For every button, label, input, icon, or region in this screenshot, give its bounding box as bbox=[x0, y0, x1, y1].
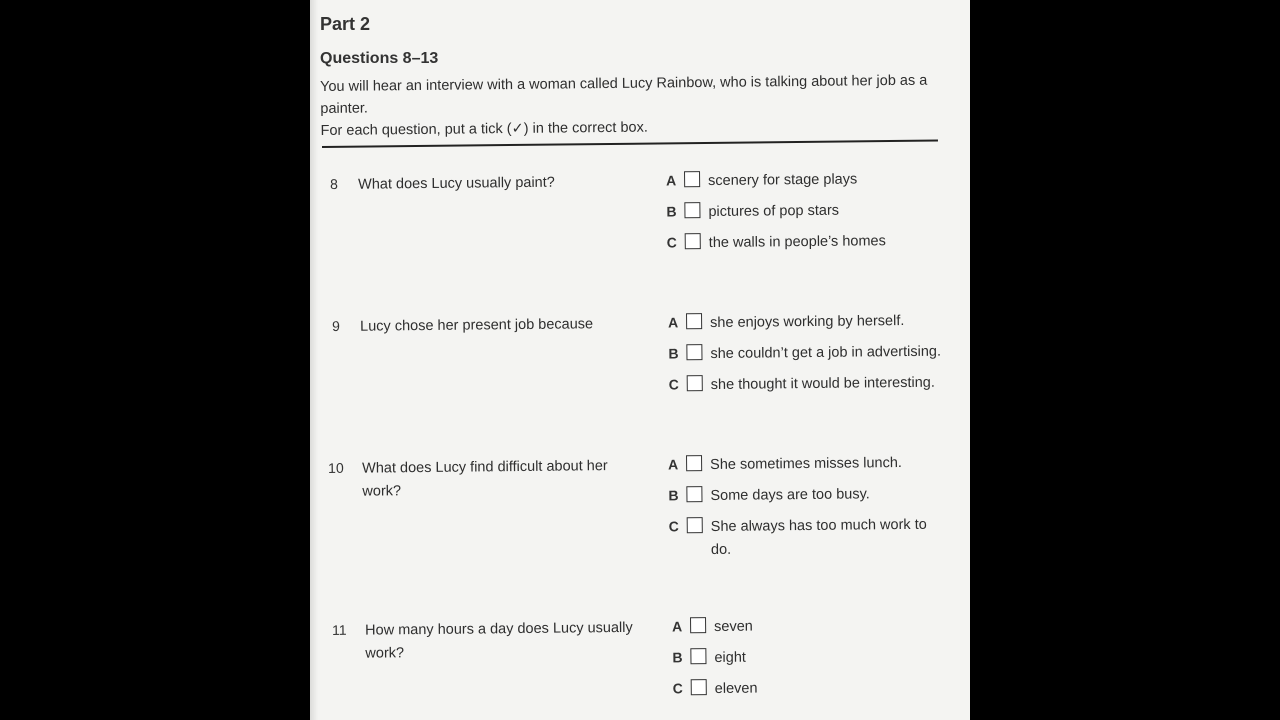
option-letter: B bbox=[666, 203, 677, 220]
option-a bbox=[666, 165, 956, 199]
option-b bbox=[668, 338, 958, 372]
option-text: Some days are too busy. bbox=[710, 486, 870, 504]
option-letter: A bbox=[672, 618, 683, 635]
tick-box[interactable] bbox=[686, 313, 702, 329]
tick-box[interactable] bbox=[690, 648, 706, 664]
option-letter: C bbox=[666, 234, 677, 251]
option-c bbox=[673, 673, 963, 707]
question-8 bbox=[330, 166, 950, 252]
option-letter: B bbox=[668, 345, 679, 362]
intro-text: You will hear an interview with a woman called Lucy Rainbow, who is talking about her job as a painter. bbox=[320, 72, 928, 117]
option-text: She sometimes misses lunch. bbox=[710, 454, 902, 473]
option-letter: C bbox=[668, 376, 679, 393]
option-letter: C bbox=[668, 518, 679, 535]
option-b bbox=[672, 642, 962, 676]
option-text: she enjoys working by herself. bbox=[710, 313, 905, 332]
tick-box[interactable] bbox=[687, 517, 703, 533]
tick-box[interactable] bbox=[684, 202, 700, 218]
option-letter: B bbox=[672, 649, 683, 666]
instructions bbox=[320, 70, 941, 142]
question-number: 9 bbox=[332, 317, 341, 334]
question-10 bbox=[328, 450, 948, 558]
option-c bbox=[667, 227, 957, 261]
question-9 bbox=[332, 308, 952, 394]
question-number: 11 bbox=[332, 621, 347, 638]
option-b bbox=[668, 480, 958, 514]
option-text: scenery for stage plays bbox=[708, 171, 858, 190]
option-c bbox=[668, 511, 959, 558]
option-c bbox=[669, 369, 959, 403]
tick-box[interactable] bbox=[691, 679, 707, 695]
option-text: eleven bbox=[714, 680, 758, 697]
tick-box[interactable] bbox=[686, 455, 702, 471]
question-11 bbox=[332, 612, 952, 697]
tick-box[interactable] bbox=[686, 344, 702, 360]
tick-box[interactable] bbox=[685, 233, 701, 249]
option-a bbox=[668, 449, 958, 483]
option-letter: A bbox=[666, 172, 677, 189]
option-text: the walls in people’s homes bbox=[708, 233, 886, 252]
questions-range-title: Questions 8–13 bbox=[320, 50, 439, 67]
option-text: She always has too much work to do. bbox=[710, 516, 927, 558]
question-text: What does Lucy find difficult about her work? bbox=[362, 458, 608, 500]
option-text: she couldn’t get a job in advertising. bbox=[710, 343, 942, 363]
answer-options bbox=[668, 449, 959, 558]
option-text: eight bbox=[714, 649, 746, 666]
tick-instruction: For each question, put a tick (✓) in the correct box. bbox=[320, 119, 648, 139]
tick-box[interactable] bbox=[687, 375, 703, 391]
question-text: How many hours a day does Lucy usually work? bbox=[365, 619, 633, 662]
option-letter: B bbox=[668, 487, 679, 504]
option-letter: A bbox=[668, 456, 679, 473]
question-number: 10 bbox=[328, 459, 344, 476]
option-b bbox=[666, 196, 956, 230]
question-number: 8 bbox=[330, 175, 339, 192]
question-text: Lucy chose her present job because bbox=[360, 316, 594, 335]
answer-options bbox=[666, 165, 957, 261]
question-text: What does Lucy usually paint? bbox=[358, 174, 555, 193]
option-text: seven bbox=[714, 618, 753, 635]
option-text: pictures of pop stars bbox=[708, 202, 840, 221]
option-text: she thought it would be interesting. bbox=[710, 374, 935, 394]
exam-page bbox=[310, 0, 970, 720]
part-title: Part 2 bbox=[320, 14, 371, 34]
option-a bbox=[672, 611, 962, 645]
tick-box[interactable] bbox=[684, 171, 700, 187]
option-letter: A bbox=[668, 314, 679, 331]
page-edge-shadow bbox=[310, 0, 318, 720]
answer-options bbox=[668, 307, 959, 403]
tick-box[interactable] bbox=[686, 486, 702, 502]
option-a bbox=[668, 307, 958, 341]
tick-box[interactable] bbox=[690, 617, 706, 633]
option-letter: C bbox=[672, 680, 683, 697]
answer-options bbox=[672, 611, 963, 707]
